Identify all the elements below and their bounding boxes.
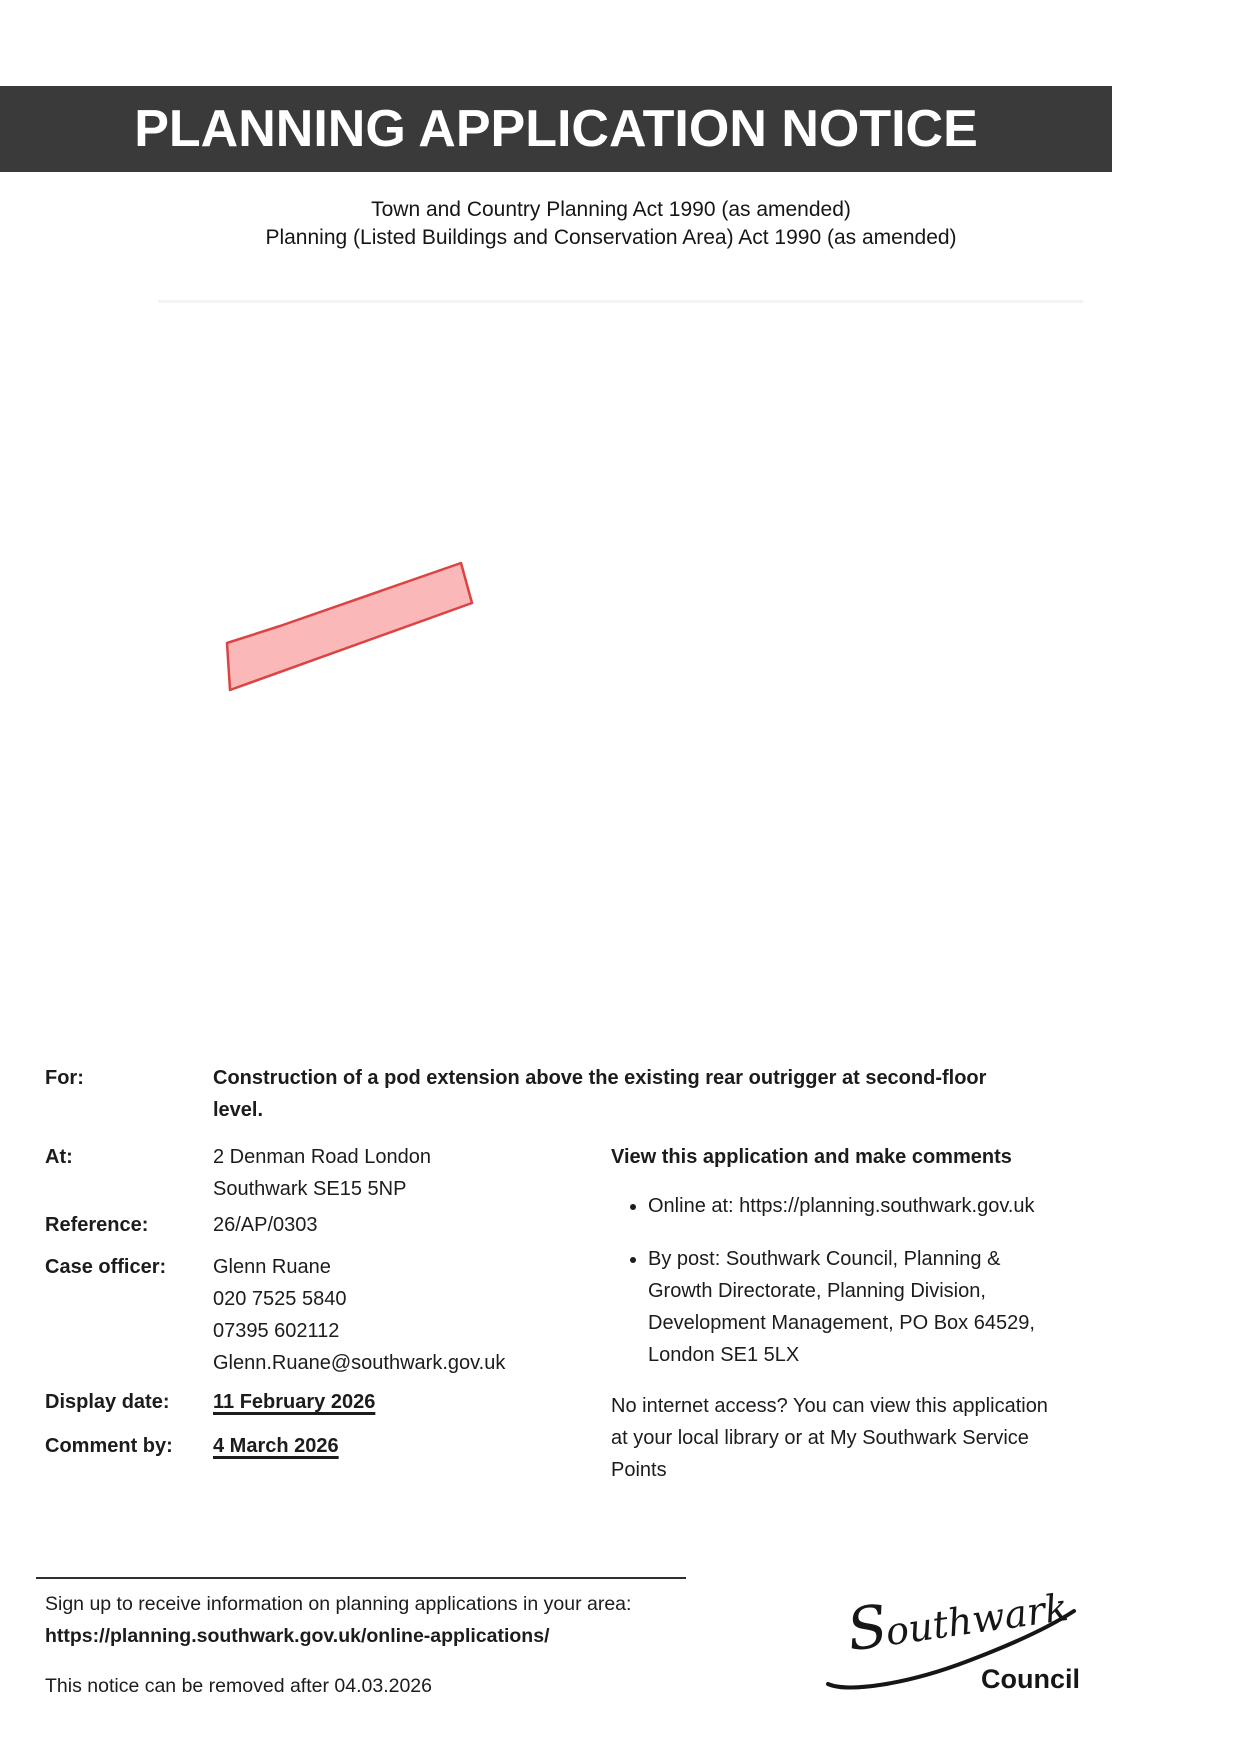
display-date-value: 11 February 2026 — [213, 1391, 376, 1413]
southwark-logo-graphic — [818, 1566, 1093, 1701]
bullet-by-post — [648, 1243, 1126, 1371]
case-officer-label: Case officer: — [45, 1256, 167, 1278]
by-post-line-3: Development Management, PO Box 64529, — [648, 1312, 1035, 1334]
at-address-line-2: Southwark SE15 5NP — [213, 1178, 407, 1200]
no-internet-paragraph — [611, 1390, 1126, 1486]
for-label: For: — [45, 1067, 84, 1089]
case-officer-value — [213, 1251, 505, 1379]
removal-notice-text: This notice can be removed after 04.03.2026 — [45, 1675, 432, 1697]
act-line-1: Town and Country Planning Act 1990 (as amended) — [371, 198, 851, 221]
view-comments-list — [611, 1190, 1126, 1371]
signup-text: Sign up to receive information on planning applications in your area: — [45, 1593, 632, 1615]
signup-url: https://planning.southwark.gov.uk/online-applications/ — [45, 1625, 550, 1647]
reference-value: 26/AP/0303 — [213, 1214, 318, 1236]
display-date-row — [45, 1386, 605, 1418]
view-comments-section — [611, 1141, 1126, 1486]
at-row — [45, 1141, 605, 1205]
southwark-council-logo — [818, 1566, 1093, 1701]
for-row — [45, 1062, 1020, 1126]
comment-by-row — [45, 1430, 605, 1462]
at-address-line-1: 2 Denman Road London — [213, 1146, 431, 1168]
for-value — [213, 1062, 986, 1126]
site-boundary-polygon — [227, 563, 472, 690]
by-post-line-1: • By post: Southwark Council, Planning & — [648, 1248, 1001, 1270]
at-label: At: — [45, 1146, 73, 1168]
no-internet-line-3: Points — [611, 1459, 667, 1481]
legislation-subtitle — [0, 196, 1222, 252]
no-internet-line-1: No internet access? You can view this application — [611, 1395, 1048, 1417]
case-officer-name: Glenn Ruane — [213, 1256, 331, 1278]
logo-council-label: Council — [981, 1664, 1080, 1694]
reference-row — [45, 1209, 605, 1241]
comment-by-value: 4 March 2026 — [213, 1435, 339, 1457]
reference-label: Reference: — [45, 1214, 149, 1236]
for-value-line-2: level. — [213, 1099, 264, 1121]
bullet-online: • Online at: https://planning.southwark.gov.uk — [648, 1190, 1126, 1222]
case-officer-email: Glenn.Ruane@southwark.gov.uk — [213, 1352, 506, 1374]
act-line-2: Planning (Listed Buildings and Conservation Area) Act 1990 (as amended) — [265, 226, 957, 249]
for-value-line-1: Construction of a pod extension above the existing rear outrigger at second-floor — [213, 1067, 987, 1089]
logo-southwark-script: Southwark — [842, 1585, 1071, 1665]
no-internet-line-2: at your local library or at My Southwark Service — [611, 1427, 1029, 1449]
site-boundary-map — [218, 553, 478, 698]
footer-divider — [36, 1577, 686, 1579]
case-officer-phone-1: 020 7525 5840 — [213, 1288, 347, 1310]
header-bar — [0, 86, 1112, 172]
view-comments-heading: View this application and make comments — [611, 1146, 1012, 1168]
display-date-label: Display date: — [45, 1391, 170, 1413]
case-officer-row — [45, 1251, 605, 1379]
comment-by-label: Comment by: — [45, 1435, 173, 1457]
by-post-line-4: London SE1 5LX — [648, 1344, 800, 1366]
case-officer-phone-2: 07395 602112 — [213, 1320, 340, 1342]
at-value — [213, 1141, 431, 1205]
page-title: PLANNING APPLICATION NOTICE — [134, 100, 978, 158]
map-faint-edge — [158, 300, 1083, 303]
by-post-line-2: Growth Directorate, Planning Division, — [648, 1280, 986, 1302]
